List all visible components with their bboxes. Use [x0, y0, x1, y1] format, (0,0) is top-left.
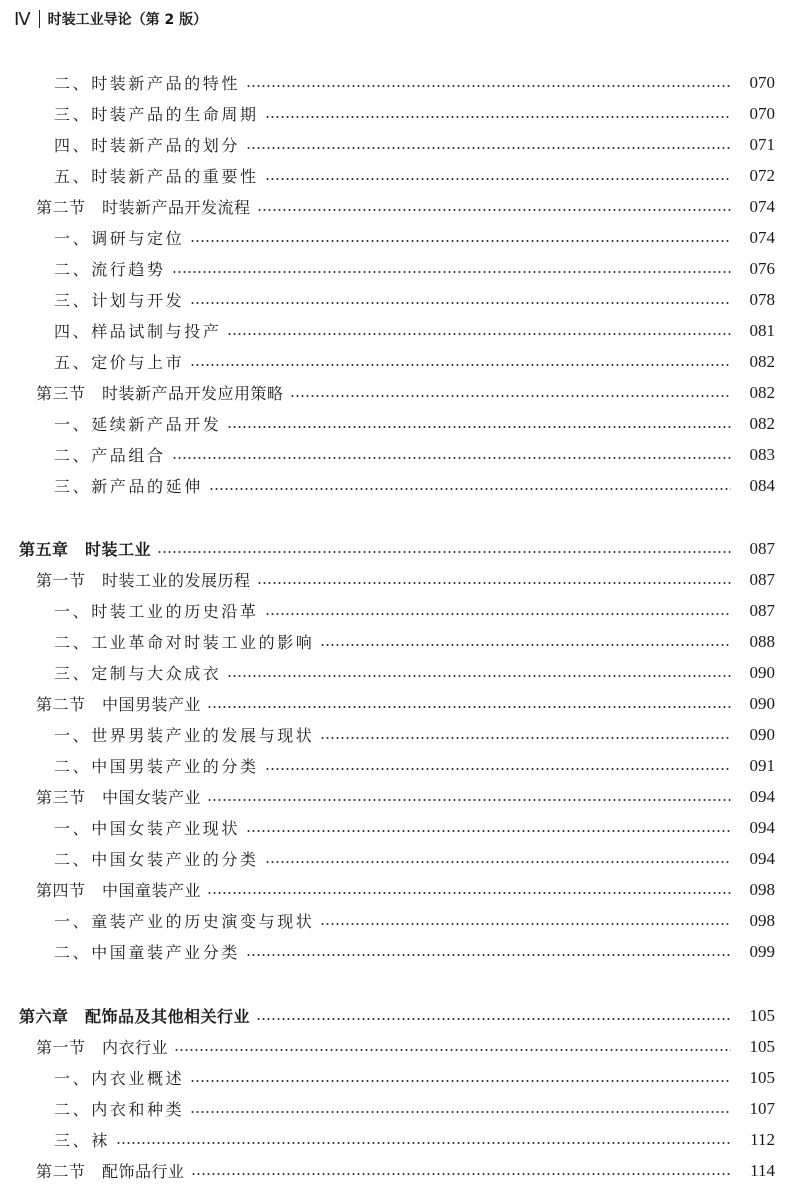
dot-leader	[257, 564, 735, 595]
dot-leader	[246, 129, 735, 160]
dot-leader	[190, 346, 735, 377]
toc-page-number: 070	[749, 103, 775, 123]
toc-page-number: 087	[749, 600, 775, 620]
toc-section-row[interactable]	[0, 377, 800, 408]
toc-entry-title: 二、内衣和种类	[54, 1100, 185, 1119]
toc-page-number: 105	[749, 1036, 775, 1056]
toc-item-row[interactable]	[0, 595, 800, 626]
toc-page-number: 094	[749, 786, 775, 806]
toc-page-number: 105	[749, 1005, 775, 1025]
toc-item-row[interactable]	[0, 98, 800, 129]
toc-item-row[interactable]	[0, 936, 800, 967]
dot-leader	[190, 1062, 735, 1093]
toc-entry-title: 第五章 时装工业	[19, 540, 152, 559]
toc-entry-title: 三、时装产品的生命周期	[54, 105, 259, 124]
toc-page-number: 071	[749, 134, 775, 154]
toc-page-number: 114	[750, 1160, 775, 1180]
toc-page-number: 074	[749, 227, 775, 247]
dot-leader	[246, 936, 735, 967]
toc-page-number: 094	[749, 848, 775, 868]
dot-leader	[190, 1093, 735, 1124]
dot-leader	[265, 843, 735, 874]
toc-page-number: 091	[749, 755, 775, 775]
toc-page-number: 087	[749, 569, 775, 589]
toc-page-number: 105	[749, 1067, 775, 1087]
toc-entry-title: 五、定价与上市	[54, 353, 185, 372]
toc-item-row[interactable]	[0, 470, 800, 501]
toc-entry-title: 一、时装工业的历史沿革	[54, 602, 259, 621]
toc-entry-title: 一、调研与定位	[54, 229, 185, 248]
toc-item-row[interactable]	[0, 905, 800, 936]
toc-chapter-row[interactable]	[0, 533, 800, 564]
toc-page-number: 082	[749, 413, 775, 433]
toc-section-row[interactable]	[0, 191, 800, 222]
toc-page-number: 098	[749, 879, 775, 899]
toc-page-number: 098	[749, 910, 775, 930]
toc-page-number: 072	[749, 165, 775, 185]
dot-leader	[207, 688, 735, 719]
toc-entry-title: 三、新产品的延伸	[54, 477, 203, 496]
toc-entry-title: 二、中国男装产业的分类	[54, 757, 259, 776]
toc-entry-title: 一、中国女装产业现状	[54, 819, 241, 838]
toc-page-number: 074	[749, 196, 775, 216]
dot-leader	[190, 284, 735, 315]
toc-entry-title: 第一节 时装工业的发展历程	[36, 571, 251, 590]
dot-leader	[116, 1124, 735, 1155]
toc-entry-title: 第六章 配饰品及其他相关行业	[19, 1007, 251, 1026]
toc-item-row[interactable]	[0, 315, 800, 346]
toc-item-row[interactable]	[0, 284, 800, 315]
toc-section-row[interactable]	[0, 1031, 800, 1062]
dot-leader	[227, 657, 735, 688]
dot-leader	[190, 222, 735, 253]
toc-page-number: 087	[749, 538, 775, 558]
dot-leader	[246, 812, 735, 843]
toc-item-row[interactable]	[0, 750, 800, 781]
page-number: Ⅳ	[14, 8, 31, 29]
toc-item-row[interactable]	[0, 253, 800, 284]
toc-page-number: 078	[749, 289, 775, 309]
toc-entry-title: 第三节 中国女装产业	[36, 788, 202, 807]
toc-page-number: 076	[749, 258, 775, 278]
toc-entry-title: 二、时装新产品的特性	[54, 74, 241, 93]
dot-leader	[174, 1031, 735, 1062]
toc-entry-title: 第四节 中国童装产业	[36, 881, 202, 900]
running-header	[14, 6, 207, 32]
dot-leader	[157, 533, 735, 564]
dot-leader	[227, 315, 735, 346]
dot-leader	[290, 377, 735, 408]
dot-leader	[320, 719, 735, 750]
toc-page-number: 090	[749, 662, 775, 682]
dot-leader	[265, 595, 735, 626]
toc-entry-title: 三、定制与大众成衣	[54, 664, 222, 683]
toc-page-number: 083	[749, 444, 775, 464]
dot-leader	[191, 1155, 735, 1186]
toc-page-number: 107	[749, 1098, 775, 1118]
toc-entry-title: 二、产品组合	[54, 446, 166, 465]
toc-entry-title: 第三节 时装新产品开发应用策略	[36, 384, 284, 403]
toc-item-row[interactable]	[0, 1093, 800, 1124]
toc-entry-title: 二、中国童装产业分类	[54, 943, 241, 962]
toc-entry-title: 第二节 中国男装产业	[36, 695, 202, 714]
dot-leader	[320, 905, 735, 936]
toc-section-row[interactable]	[0, 688, 800, 719]
toc-entry-title: 一、内衣业概述	[54, 1069, 185, 1088]
toc-page-number: 084	[749, 475, 775, 495]
dot-leader	[320, 626, 735, 657]
book-title: 时装工业导论（第 2 版）	[47, 12, 208, 28]
toc-item-row[interactable]	[0, 439, 800, 470]
toc-entry-title: 三、袜	[54, 1131, 110, 1150]
dot-leader	[265, 160, 735, 191]
dot-leader	[227, 408, 735, 439]
dot-leader	[257, 191, 735, 222]
dot-leader	[209, 470, 735, 501]
toc-page-number: 090	[749, 724, 775, 744]
toc-item-row[interactable]	[0, 657, 800, 688]
toc-item-row[interactable]	[0, 719, 800, 750]
toc-item-row[interactable]	[0, 408, 800, 439]
toc-entry-title: 第一节 内衣行业	[36, 1038, 169, 1057]
toc-entry-title: 第二节 时装新产品开发流程	[36, 198, 251, 217]
toc-section-row[interactable]	[0, 564, 800, 595]
toc-page-number: 082	[749, 351, 775, 371]
dot-leader	[265, 98, 735, 129]
toc-entry-title: 一、童装产业的历史演变与现状	[54, 912, 315, 931]
toc-section-row[interactable]	[0, 781, 800, 812]
toc-item-row[interactable]	[0, 843, 800, 874]
dot-leader	[172, 253, 735, 284]
toc-entry-title: 二、中国女装产业的分类	[54, 850, 259, 869]
dot-leader	[246, 67, 735, 98]
toc-entry-title: 三、计划与开发	[54, 291, 185, 310]
toc-entry-title: 二、工业革命对时装工业的影响	[54, 633, 315, 652]
dot-leader	[207, 781, 735, 812]
dot-leader	[265, 750, 735, 781]
toc-entry-title: 一、延续新产品开发	[54, 415, 222, 434]
toc-page-number: 081	[749, 320, 775, 340]
toc-item-row[interactable]	[0, 626, 800, 657]
toc-page-number: 082	[749, 382, 775, 402]
toc-entry-title: 四、样品试制与投产	[54, 322, 222, 341]
toc-item-row[interactable]	[0, 67, 800, 98]
toc-page-number: 070	[749, 72, 775, 92]
toc-page-number: 094	[749, 817, 775, 837]
dot-leader	[207, 874, 735, 905]
toc-entry-title: 第二节 配饰品行业	[36, 1162, 185, 1181]
toc-entry-title: 五、时装新产品的重要性	[54, 167, 259, 186]
toc-page-number: 088	[749, 631, 775, 651]
dot-leader	[172, 439, 735, 470]
toc-page-number: 099	[749, 941, 775, 961]
toc-item-row[interactable]	[0, 129, 800, 160]
toc-section-row[interactable]	[0, 874, 800, 905]
header-divider	[39, 10, 40, 28]
toc-item-row[interactable]	[0, 160, 800, 191]
toc-section-row[interactable]	[0, 1155, 800, 1186]
dot-leader	[256, 1000, 735, 1031]
toc-item-row[interactable]	[0, 222, 800, 253]
toc-page-number: 112	[750, 1129, 775, 1149]
toc-chapter-row[interactable]	[0, 1000, 800, 1031]
toc-item-row[interactable]	[0, 1062, 800, 1093]
toc-entry-title: 一、世界男装产业的发展与现状	[54, 726, 315, 745]
toc-item-row[interactable]	[0, 1124, 800, 1155]
toc-entry-title: 二、流行趋势	[54, 260, 166, 279]
toc-page-number: 090	[749, 693, 775, 713]
toc-item-row[interactable]	[0, 812, 800, 843]
toc-entry-title: 四、时装新产品的划分	[54, 136, 241, 155]
toc-item-row[interactable]	[0, 346, 800, 377]
